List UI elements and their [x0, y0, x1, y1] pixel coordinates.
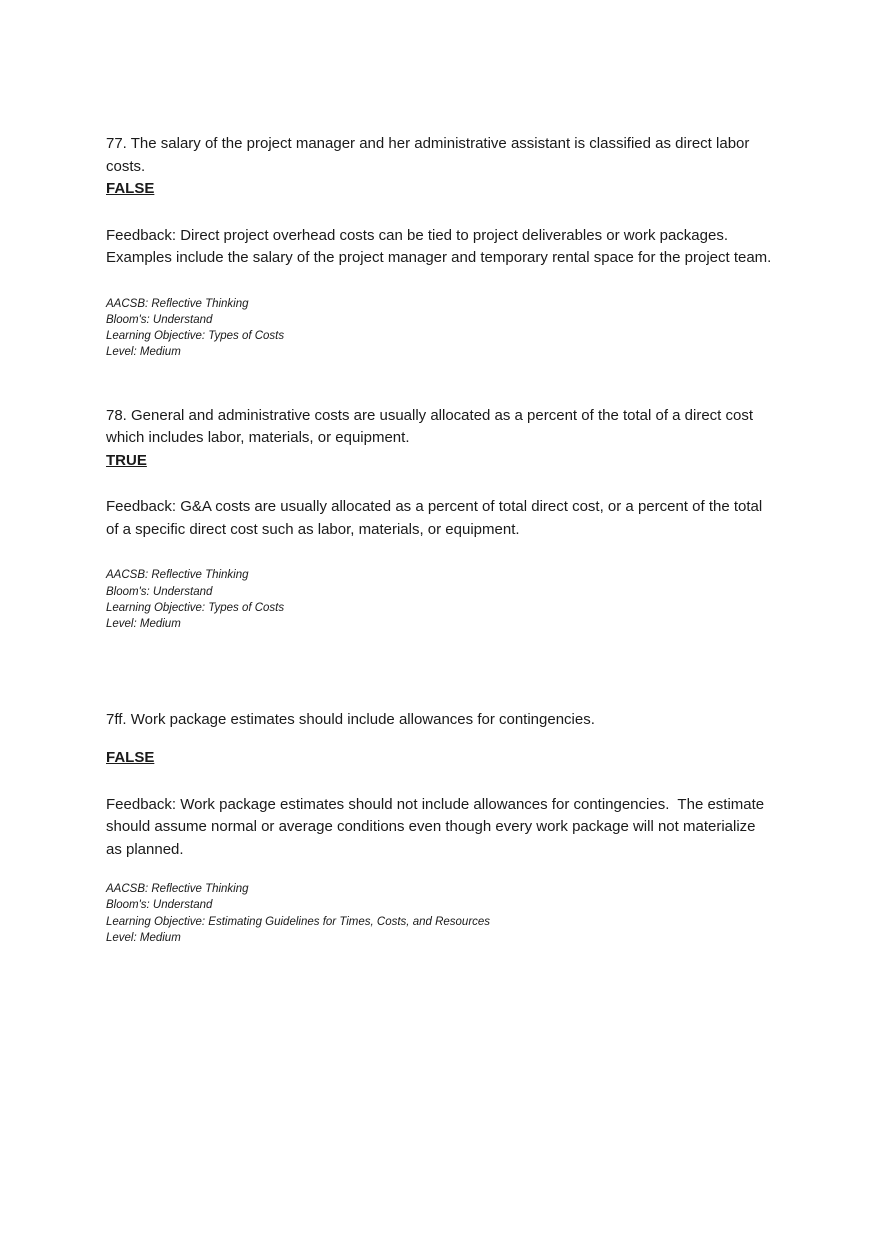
- feedback-text: Feedback: Work package estimates should not include allowances for contingencies. The estimate should assume normal or average conditions even though every work package will not materialize as planned.: [106, 795, 769, 858]
- feedback-text: Feedback: G&A costs are usually allocated as a percent of total direct cost, or a percent of the total of a specific direct cost such as labor, materials, or equipment.: [106, 498, 767, 538]
- question-text: 7ff. Work package estimates should include allowances for contingencies.: [106, 710, 595, 728]
- question-text: 78. General and administrative costs are usually allocated as a percent of the total of a direct cost which includes labor, materials, or equipment.: [106, 406, 758, 447]
- meta-line-blooms: Bloom's: Understand: [106, 585, 213, 598]
- meta-block: [106, 567, 774, 632]
- answer-text: FALSE: [106, 180, 155, 197]
- meta-line-level: Level: Medium: [106, 932, 181, 945]
- meta-line-aacsb: AACSB: Reflective Thinking: [106, 297, 249, 310]
- meta-line-level: Level: Medium: [106, 618, 181, 631]
- question-text: 77. The salary of the project manager and her administrative assistant is classified as direct labor costs.: [106, 135, 754, 175]
- meta-line-blooms: Bloom's: Understand: [106, 899, 213, 912]
- meta-line-aacsb: AACSB: Reflective Thinking: [106, 883, 249, 896]
- question-block: [106, 133, 774, 361]
- feedback-text: Feedback: Direct project overhead costs can be tied to project deliverables or work packages. Examples include the salary of the project manager and temporary rental space for the project team.: [106, 226, 772, 266]
- answer-text: TRUE: [106, 451, 147, 469]
- meta-line-aacsb: AACSB: Reflective Thinking: [106, 569, 249, 582]
- meta-line-level: Level: Medium: [106, 346, 181, 359]
- meta-line-learning-objective: Learning Objective: Types of Costs: [106, 601, 285, 614]
- meta-block: [106, 881, 774, 946]
- question-block: [106, 405, 774, 633]
- meta-line-learning-objective: Learning Objective: Types of Costs: [106, 330, 285, 343]
- meta-line-blooms: Bloom's: Understand: [106, 313, 213, 326]
- meta-block: [106, 296, 774, 361]
- meta-line-learning-objective: Learning Objective: Estimating Guidelines for Times, Costs, and Resources: [106, 915, 491, 928]
- question-block: [106, 709, 774, 947]
- answer-text: FALSE: [106, 749, 155, 767]
